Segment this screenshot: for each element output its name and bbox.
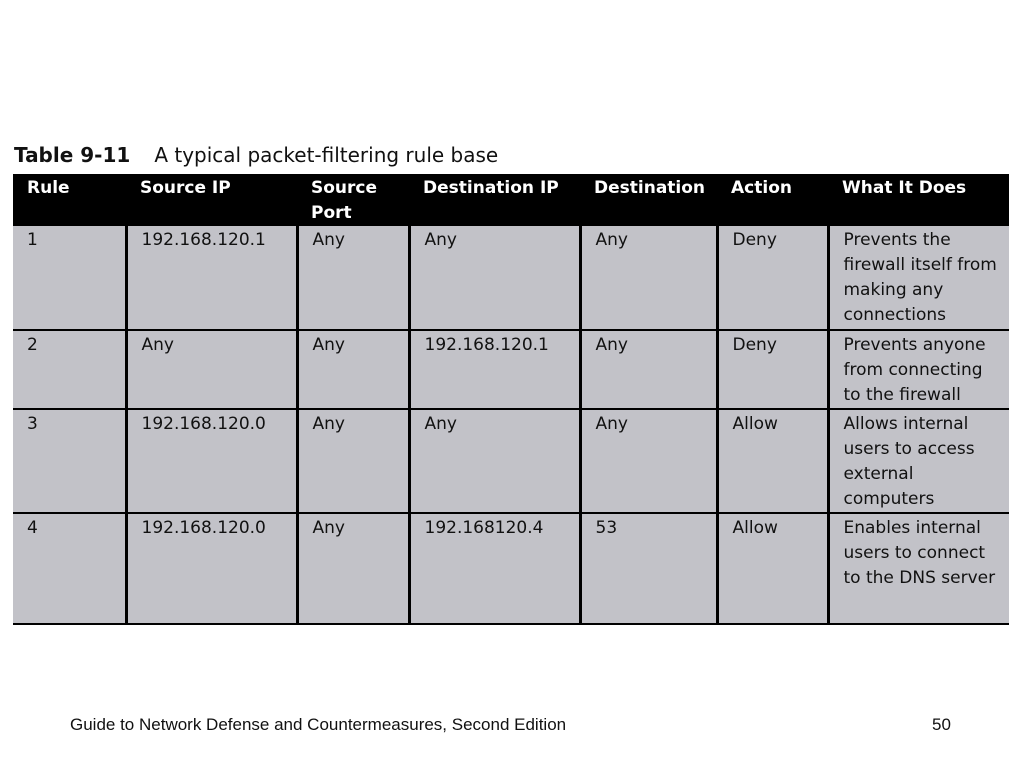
cell-what-it-does: Prevents the firewall itself from making any connections: [828, 226, 1009, 330]
cell-action: Allow: [717, 409, 828, 513]
cell-destination-ip: 192.168120.4: [409, 513, 580, 624]
table-number: Table 9-11: [14, 143, 131, 167]
cell-what-it-does: Prevents anyone from connecting to the firewall: [828, 330, 1009, 409]
header-source-ip: Source IP: [126, 174, 297, 226]
cell-source-ip: 192.168.120.0: [126, 513, 297, 624]
footer-book-title: Guide to Network Defense and Countermeasures, Second Edition: [70, 715, 567, 734]
table-row: [13, 409, 1009, 513]
cell-rule: 1: [13, 226, 126, 330]
table-title: A typical packet-filtering rule base: [154, 143, 499, 167]
cell-destination-ip: Any: [409, 409, 580, 513]
cell-destination-ip: 192.168.120.1: [409, 330, 580, 409]
cell-destination: Any: [580, 409, 717, 513]
cell-source-port: Any: [297, 513, 409, 624]
cell-action: Deny: [717, 330, 828, 409]
cell-what-it-does: Enables internal users to connect to the DNS server: [828, 513, 1009, 624]
cell-source-port: Any: [297, 226, 409, 330]
table-caption: [14, 142, 498, 168]
cell-rule: 2: [13, 330, 126, 409]
header-rule: Rule: [13, 174, 126, 226]
cell-destination: Any: [580, 226, 717, 330]
cell-source-port: Any: [297, 330, 409, 409]
cell-destination-ip: Any: [409, 226, 580, 330]
cell-source-port: Any: [297, 409, 409, 513]
header-destination: Destination: [580, 174, 717, 226]
header-row: [13, 174, 1009, 226]
rule-base-table: [13, 174, 1009, 625]
header-destination-ip: Destination IP: [409, 174, 580, 226]
cell-destination: Any: [580, 330, 717, 409]
cell-rule: 3: [13, 409, 126, 513]
cell-action: Allow: [717, 513, 828, 624]
table-row: [13, 226, 1009, 330]
cell-source-ip: 192.168.120.1: [126, 226, 297, 330]
table-row: [13, 330, 1009, 409]
header-source-port: Source Port: [297, 174, 409, 226]
cell-source-ip: Any: [126, 330, 297, 409]
cell-source-ip: 192.168.120.0: [126, 409, 297, 513]
header-action: Action: [717, 174, 828, 226]
cell-action: Deny: [717, 226, 828, 330]
cell-destination: 53: [580, 513, 717, 624]
cell-what-it-does: Allows internal users to access external computers: [828, 409, 1009, 513]
table-row: [13, 513, 1009, 624]
cell-rule: 4: [13, 513, 126, 624]
page-number: 50: [932, 715, 951, 734]
header-what-it-does: What It Does: [828, 174, 1009, 226]
